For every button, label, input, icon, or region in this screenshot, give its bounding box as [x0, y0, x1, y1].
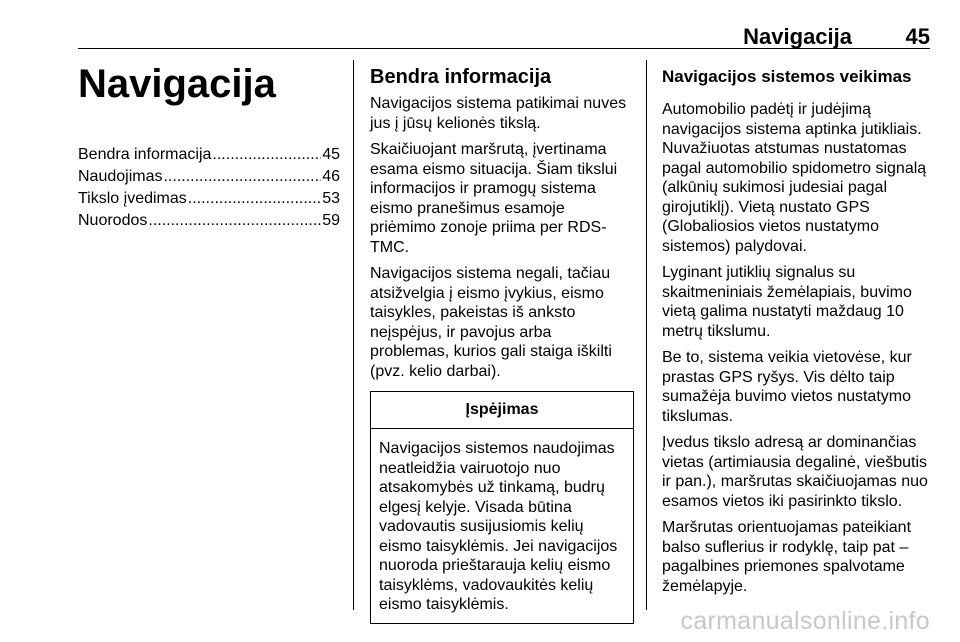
- operation-column: [662, 62, 930, 603]
- toc-entry-page: 53: [322, 190, 340, 207]
- toc-entry-page: 46: [322, 168, 340, 185]
- operation-paragraph: Lyginant jutiklių signalus su skaitmeniniais žemėlapiais, buvimo vietą galima nustatyti maždaug 10 metrų tikslumu.: [662, 264, 912, 340]
- toc-entry[interactable]: [78, 144, 340, 166]
- toc-entry[interactable]: [78, 210, 340, 232]
- operation-paragraph: Maršrutas orientuojamas pateikiant balso suflerius ir rodyklę, taip pat – pagalbines priemones spalvotame žemėlapyje.: [662, 519, 912, 595]
- toc-leader-dots: [188, 188, 321, 210]
- warning-box: [370, 391, 634, 624]
- toc-entry[interactable]: [78, 166, 340, 188]
- toc-column: [78, 62, 340, 232]
- toc-entry[interactable]: [78, 188, 340, 210]
- general-info-column: [370, 62, 634, 624]
- toc-leader-dots: [212, 144, 321, 166]
- table-of-contents: [78, 144, 340, 232]
- general-info-paragraph: Navigacijos sistema patikimai nuves jus į jūsų kelionės tikslą.: [370, 95, 627, 132]
- warning-title: Įspėjimas: [371, 392, 633, 429]
- toc-entry-label: Tikslo įvedimas: [78, 190, 187, 207]
- chapter-title: Navigacija: [78, 62, 276, 106]
- operation-paragraph: Be to, sistema veikia vietovėse, kur prastas GPS ryšys. Vis dėlto taip sumažėja buvimo vietos nustatymo tikslumas.: [662, 349, 912, 425]
- operation-heading: Navigacijos sistemos veikimas: [662, 67, 912, 86]
- header-section-title: Navigacija: [743, 24, 852, 49]
- toc-leader-dots: [148, 210, 321, 232]
- page-header: [78, 22, 930, 49]
- general-info-paragraph: Navigacijos sistema negali, tačiau atsižvelgia į eismo įvykius, eismo taisykles, pakeistas iš anksto neįspėjus, ir pavojus arba problemas, kurios gali staiga iškilti (pvz. kelio darbai).: [370, 265, 612, 380]
- watermark: carmanualsonline.info: [680, 607, 930, 635]
- column-divider-2: [646, 60, 647, 610]
- general-info-heading: Bendra informacija: [370, 66, 552, 88]
- general-info-paragraph: Skaičiuojant maršrutą, įvertinama esama eismo situacija. Šiam tikslui informacijos ir pramogų sistema eismo pranešimus esamoje priėmimo zonoje priima per RDS-TMC.: [370, 141, 618, 256]
- page-number: 45: [905, 24, 930, 49]
- toc-entry-page: 45: [322, 146, 340, 163]
- warning-text: Navigacijos sistemos naudojimas neatleidžia vairuotojo nuo atsakomybės už tinkamą, budrų elgesį kelyje. Visada būtina vadovautis susijusiomis kelių eismo taisyklėmis. Jei navigacijos nuoroda prieštarauja kelių eismo taisyklėms, vadovaukitės kelių eismo taisyklėmis.: [379, 440, 618, 613]
- toc-entry-label: Bendra informacija: [78, 146, 212, 163]
- toc-leader-dots: [163, 166, 321, 188]
- toc-entry-label: Nuorodos: [78, 212, 148, 229]
- operation-paragraph: Automobilio padėtį ir judėjimą navigacijos sistema aptinka jutikliais. Nuvažiuotas atstumas nustatomas pagal automobilio spidometro signalą (alkūnių sukimosi judesiai pagal girojutiklį). Vietą nustato GPS (Globaliosios vietos nustatymo sistemos) palydovai.: [662, 101, 927, 255]
- operation-paragraph: Įvedus tikslo adresą ar dominančias vietas (artimiausia degalinė, viešbutis ir pan.), maršrutas skaičiuojamas nuo esamos vietos iki pasirinkto tikslo.: [662, 434, 928, 510]
- toc-entry-label: Naudojimas: [78, 168, 163, 185]
- column-divider-1: [353, 60, 354, 610]
- toc-entry-page: 59: [322, 212, 340, 229]
